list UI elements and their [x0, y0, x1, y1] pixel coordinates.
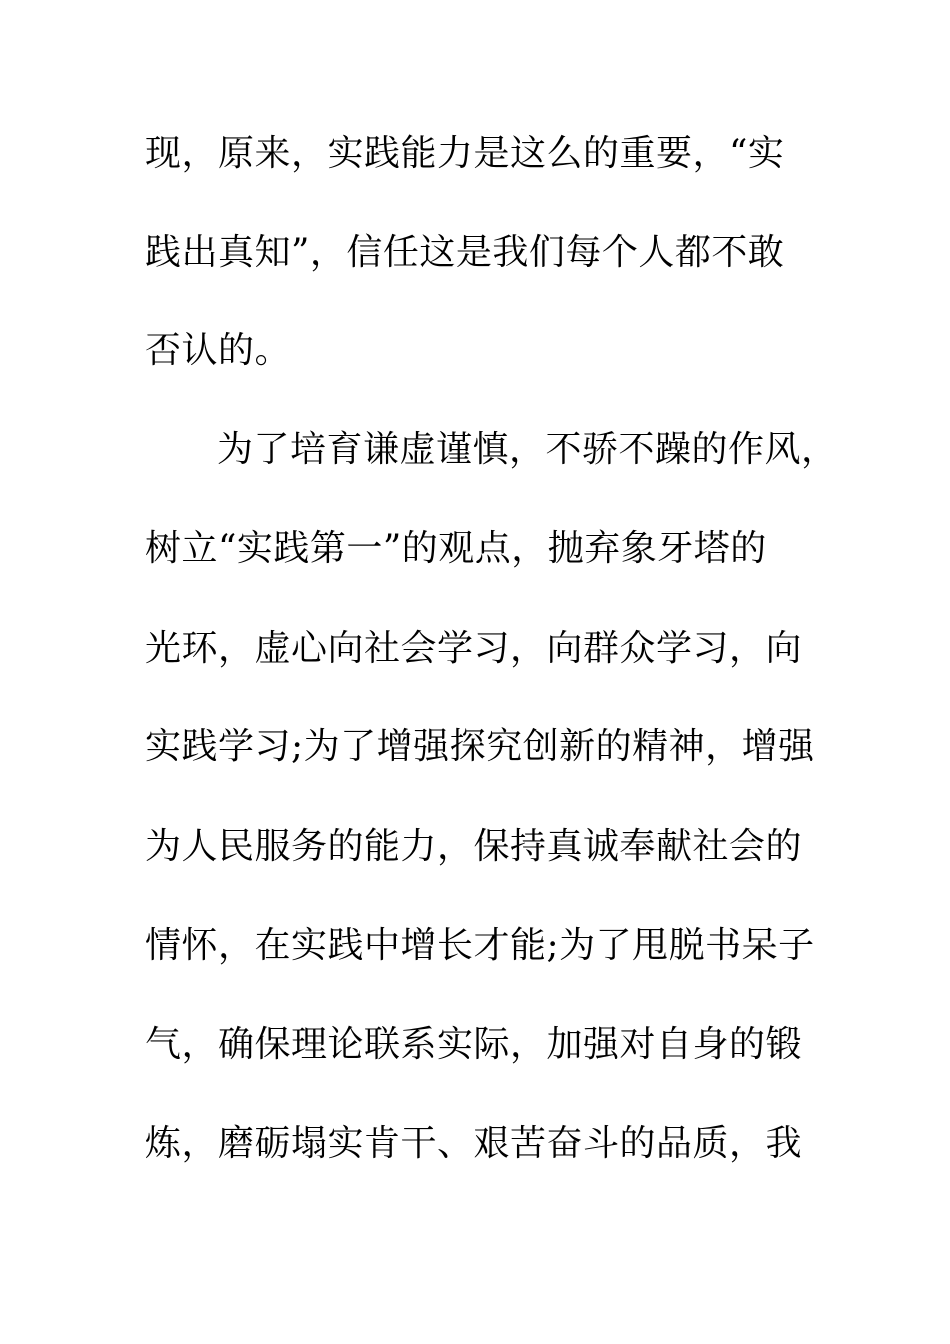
paragraph-line: 气，确保理论联系实际，加强对自身的锻 — [145, 1024, 803, 1065]
paragraph-line: 践出真知”，信任这是我们每个人都不敢 — [145, 232, 785, 273]
paragraph-line: 炼，磨砺塌实肯干、艰苦奋斗的品质，我 — [145, 1123, 803, 1164]
paragraph-line: 树立“实践第一”的观点，抛弃象牙塔的 — [145, 528, 767, 569]
paragraph-line: 光环，虚心向社会学习，向群众学习，向 — [145, 628, 803, 669]
paragraph-line: 现，原来，实践能力是这么的重要，“实 — [145, 133, 785, 174]
paragraph-line: 实践学习;为了增强探究创新的精神，增强 — [145, 726, 815, 767]
paragraph-line: 情怀，在实践中增长才能;为了甩脱书呆子 — [145, 925, 815, 966]
paragraph-line: 否认的。 — [145, 330, 292, 371]
paragraph-first-line: 为了培育谦虚谨慎，不骄不躁的作风， — [217, 429, 838, 470]
paragraph-line: 为人民服务的能力，保持真诚奉献社会的 — [145, 826, 803, 867]
